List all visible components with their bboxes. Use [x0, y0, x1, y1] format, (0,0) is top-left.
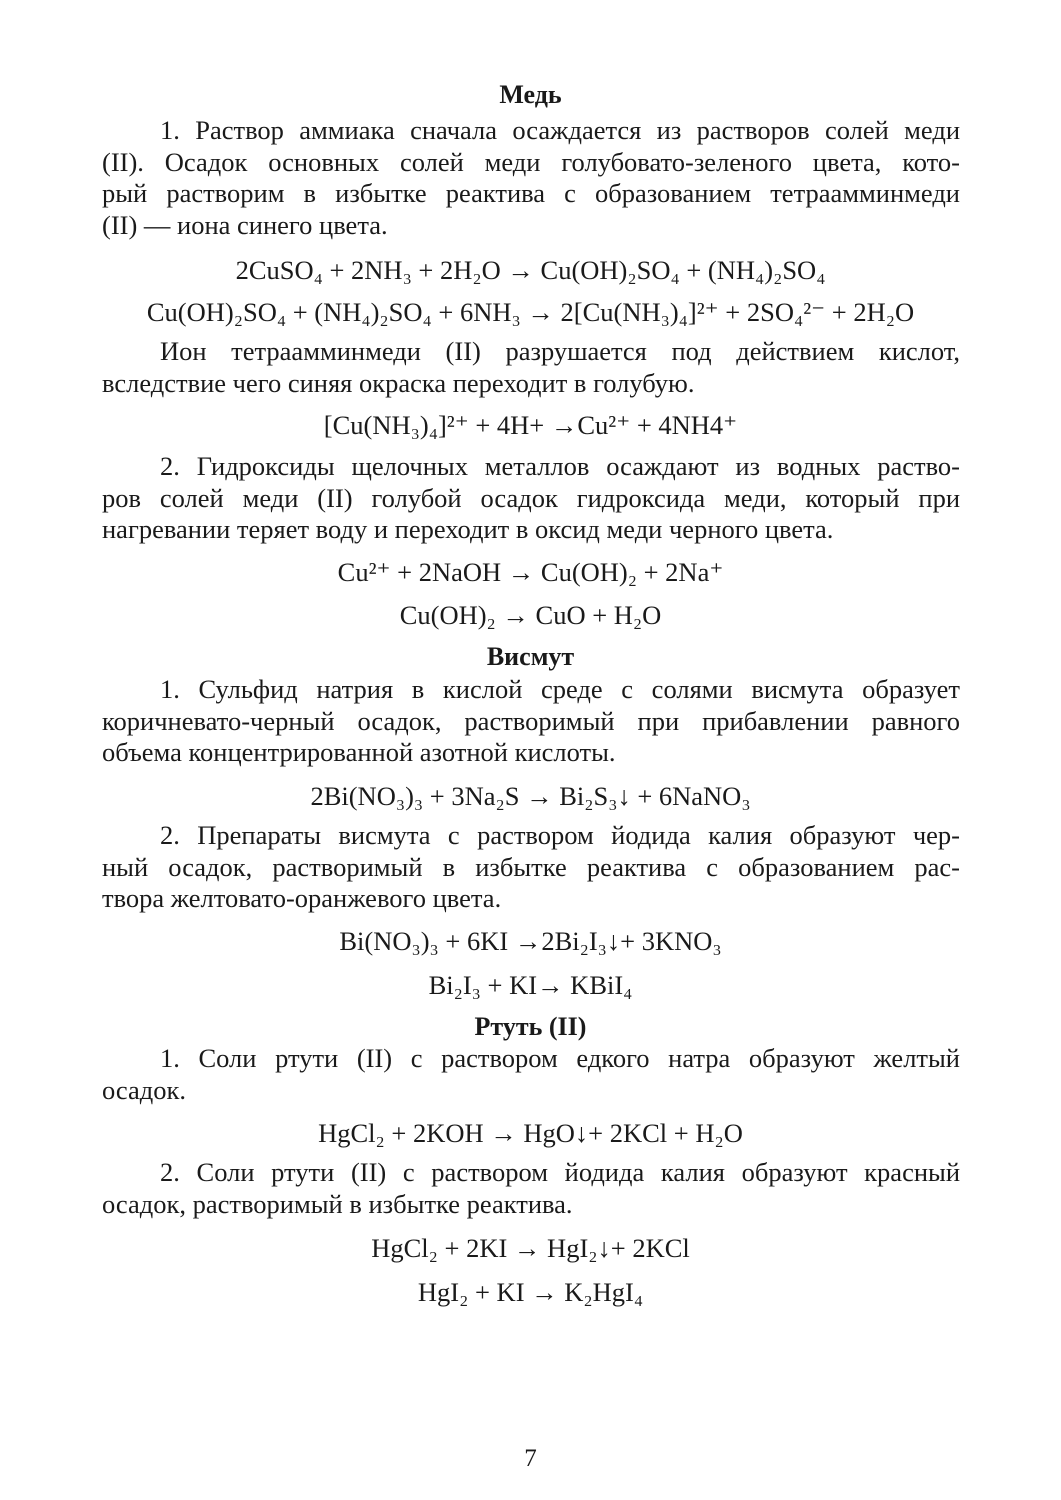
text-line: ный осадок, растворимый в избытке реактива с образованием рас-: [102, 851, 960, 882]
text-line: (II). Осадок основных солей меди голубовато-зеленого цвета, кото-: [102, 146, 960, 177]
text-line: (II) — иона синего цвета.: [102, 209, 388, 240]
text-line: рый растворим в избытке реактива с образованием тетраамминмеди: [102, 178, 960, 208]
paragraph: [102, 115, 960, 241]
equation: Cu(OH)₂SO₄ + (NH₄)₂SO₄ + 6NH₃ → 2[Cu(NH₃)₄]²⁺ + 2SO₄²⁻ + 2H₂O: [146, 297, 915, 327]
text-line: объема концентрированной азотной кислоты.: [102, 737, 616, 767]
section-heading-copper: Медь: [499, 80, 562, 109]
equation: [Cu(NH₃)₄]²⁺ + 4H+ →Cu²⁺ + 4NH4⁺: [323, 410, 738, 440]
text-line: 1. Сульфид натрия в кислой среде с солями висмута образует: [160, 674, 960, 704]
paragraph: [102, 674, 960, 769]
text-line: осадок, растворимый в избытке реактива.: [102, 1188, 573, 1219]
text-line: вследствие чего синяя окраска переходит в голубую.: [102, 367, 695, 398]
equation: HgCl₂ + 2KOH → HgO↓+ 2KCl + H₂O: [318, 1118, 743, 1148]
text-line: коричневато-черный осадок, растворимый при прибавлении равного: [102, 705, 960, 736]
equation: HgCl₂ + 2KI → HgI₂↓+ 2KCl: [371, 1233, 690, 1263]
equation: 2CuSO₄ + 2NH₃ + 2H₂O → Cu(OH)₂SO₄ + (NH₄)₂SO₄: [235, 255, 826, 285]
equation: HgI₂ + KI → K₂HgI₄: [417, 1277, 644, 1307]
text-line: 1. Раствор аммиака сначала осаждается из растворов солей меди: [160, 115, 960, 145]
paragraph: [102, 451, 960, 546]
page-number: 7: [524, 1445, 537, 1472]
paragraph: [102, 1157, 960, 1220]
text-line: 1. Соли ртути (II) с раствором едкого натра образуют желтый: [160, 1043, 960, 1073]
equation: Cu²⁺ + 2NaOH → Cu(OH)₂ + 2Na⁺: [337, 557, 724, 587]
paragraph: [102, 820, 960, 915]
equation: 2Bi(NO₃)₃ + 3Na₂S → Bi₂S₃↓ + 6NaNO₃: [310, 781, 751, 811]
paragraph: [102, 1043, 960, 1106]
text-line: 2. Соли ртути (II) с раствором йодида калия образуют красный: [160, 1157, 960, 1187]
equation: Bi(NO₃)₃ + 6KI →2Bi₂I₃↓+ 3KNO₃: [339, 926, 722, 956]
text-line: нагревании теряет воду и переходит в оксид меди черного цвета.: [102, 514, 834, 544]
text-line: 2. Гидроксиды щелочных металлов осаждают из водных раство-: [160, 451, 960, 481]
text-line: Ион тетраамминмеди (II) разрушается под действием кислот,: [160, 336, 960, 366]
section-heading-mercury: Ртуть (II): [474, 1012, 587, 1041]
paragraph: [102, 336, 960, 399]
text-line: ров солей меди (II) голубой осадок гидроксида меди, который при: [102, 482, 960, 513]
text-line: осадок.: [102, 1074, 186, 1105]
equation: Bi₂I₃ + KI→ KBiI₄: [428, 970, 633, 1000]
equation: Cu(OH)₂ → CuO + H₂O: [399, 600, 662, 630]
text-line: 2. Препараты висмута с раствором йодида калия образуют чер-: [160, 820, 960, 850]
text-line: твора желтовато-оранжевого цвета.: [102, 883, 502, 913]
section-heading-bismuth: Висмут: [486, 642, 575, 671]
